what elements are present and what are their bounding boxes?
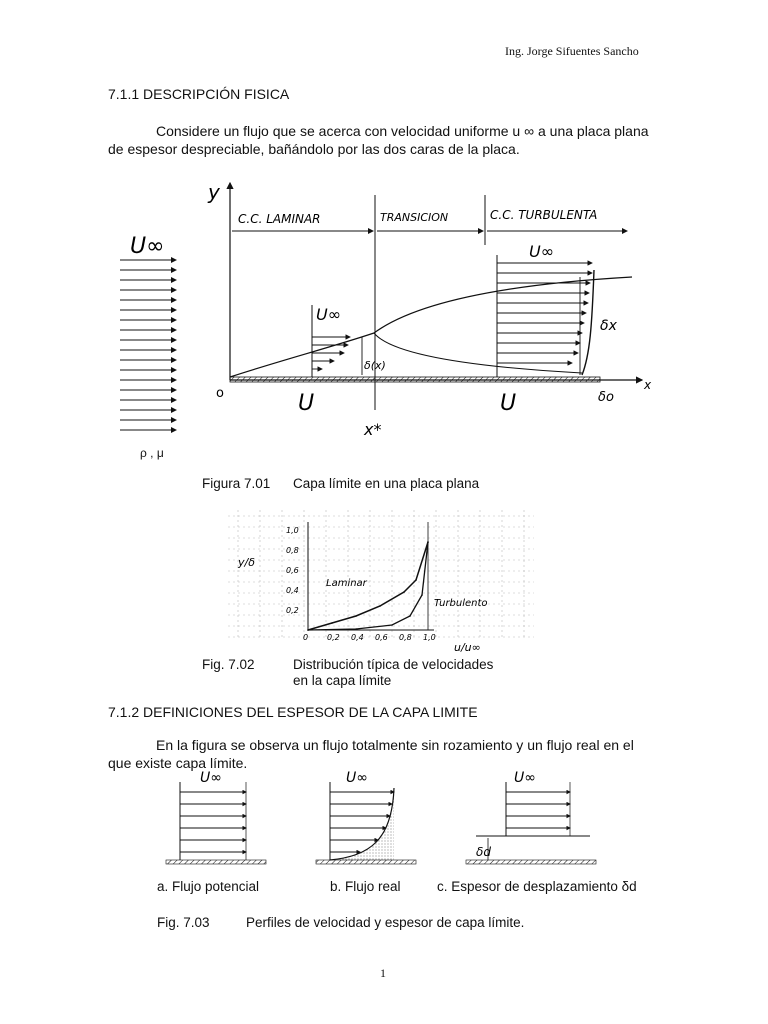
profile-real-flow	[316, 770, 416, 864]
y-tick-label: 0,8	[286, 546, 299, 555]
label-flujo-real: b. Flujo real	[330, 879, 401, 894]
page-number: 1	[380, 966, 386, 980]
origin-label: o	[216, 386, 224, 401]
boundary-layer-outer-edge	[230, 277, 632, 377]
data-point-laminar	[355, 615, 357, 617]
incoming-flow-arrows	[120, 260, 176, 430]
figure-703-caption-text: Perfiles de velocidad y espesor de capa límite.	[246, 915, 525, 930]
x-star-label: x*	[364, 420, 382, 439]
u-inf-c-label: U∞	[514, 770, 536, 786]
profile-displacement-thickness	[466, 770, 596, 864]
delta-d-label: δd	[476, 845, 491, 859]
paragraph-712-line1: En la figura se observa un flujo totalmente sin rozamiento y un flujo real en el	[156, 737, 634, 753]
u-laminar-label: U	[298, 391, 315, 416]
figure-702-caption-line2: en la capa límite	[293, 673, 392, 688]
flat-plate	[230, 377, 600, 382]
turbulent-profile-arrows	[497, 263, 592, 363]
turbulent-region-label: C.C. TURBULENTA	[490, 208, 598, 222]
y-tick-label: 0,6	[286, 566, 299, 575]
data-point-laminar	[415, 579, 417, 581]
running-header: Ing. Jorge Sifuentes Sancho	[505, 44, 639, 58]
chart-y-axis-label: y/δ	[238, 556, 255, 569]
figure-702-caption-line1: Distribución típica de velocidades	[293, 657, 494, 672]
data-point-laminar	[331, 622, 333, 624]
paragraph-711	[108, 122, 668, 158]
figure-701-caption-number: Figura 7.01	[202, 476, 271, 491]
chart-grid	[228, 510, 534, 638]
figure-702-caption-number: Fig. 7.02	[202, 657, 255, 672]
figure-702-velocity-profile-chart	[228, 510, 534, 656]
profile-potential-flow	[166, 770, 266, 864]
chart-x-axis-label: u/u∞	[454, 641, 481, 654]
figure-703-caption-number: Fig. 7.03	[157, 915, 210, 930]
u-inf-a-label: U∞	[200, 770, 222, 786]
chart-turbulent-label: Turbulento	[434, 598, 488, 609]
y-tick-label: 1,0	[286, 526, 299, 535]
y-tick-label: 0,4	[286, 586, 299, 595]
laminar-region-label: C.C. LAMINAR	[238, 212, 321, 226]
data-point-turbulento	[427, 541, 429, 543]
data-point-turbulento	[409, 615, 411, 617]
section-heading-712: 7.1.2 DEFINICIONES DEL ESPESOR DE LA CAPA LIMITE	[108, 704, 478, 720]
x-tick-label: 1,0	[423, 633, 436, 642]
data-point-turbulento	[391, 624, 393, 626]
u-inf-turbulent-label: U∞	[529, 242, 555, 261]
data-point-turbulento	[307, 629, 309, 631]
chart-laminar-label: Laminar	[326, 578, 367, 589]
fluid-properties-label: ρ , μ	[140, 446, 164, 460]
delta-x-turbulent-label: δx	[600, 318, 617, 334]
x-tick-label: 0	[303, 633, 309, 642]
u-inf-left-label: U∞	[130, 234, 165, 259]
figure-702-caption	[293, 657, 493, 689]
u-inf-b-label: U∞	[346, 770, 368, 786]
x-tick-label: 0,2	[327, 633, 340, 642]
transition-region-label: TRANSICION	[380, 211, 449, 224]
x-tick-label: 0,6	[375, 633, 388, 642]
y-tick-label: 0,2	[286, 606, 299, 615]
u-inf-laminar-label: U∞	[316, 305, 342, 324]
figure-701-boundary-layer-diagram	[112, 165, 662, 465]
x-tick-label: 0,8	[399, 633, 412, 642]
data-point-laminar	[403, 591, 405, 593]
x-axis-label: x	[644, 378, 652, 392]
paragraph-712-line2: que existe capa límite.	[108, 755, 248, 771]
y-axis-label: y	[208, 180, 220, 204]
x-tick-label: 0,4	[351, 633, 364, 642]
figure-701-caption-text: Capa límite en una placa plana	[293, 476, 480, 491]
delta-0-label: δo	[598, 390, 614, 405]
label-flujo-potencial: a. Flujo potencial	[157, 879, 260, 894]
figure-703-velocity-profiles	[150, 768, 630, 868]
u-turbulent-label: U	[500, 391, 517, 416]
chart-axes	[308, 522, 434, 630]
turbulent-profile-curve	[582, 270, 594, 375]
paragraph-711-line1: Considere un flujo que se acerca con velocidad uniforme u ∞ a una placa plana	[156, 123, 649, 139]
paragraph-712	[108, 736, 668, 772]
paragraph-711-line2: de espesor despreciable, bañándolo por las dos caras de la placa.	[108, 141, 520, 157]
data-point-turbulento	[355, 628, 357, 630]
data-point-laminar	[379, 605, 381, 607]
delta-x-label: δ(x)	[364, 359, 386, 372]
section-heading-711: 7.1.1 DESCRIPCIÓN FISICA	[108, 86, 290, 102]
data-point-turbulento	[421, 594, 423, 596]
label-espesor-desplazamiento: c. Espesor de desplazamiento δd	[437, 879, 637, 894]
